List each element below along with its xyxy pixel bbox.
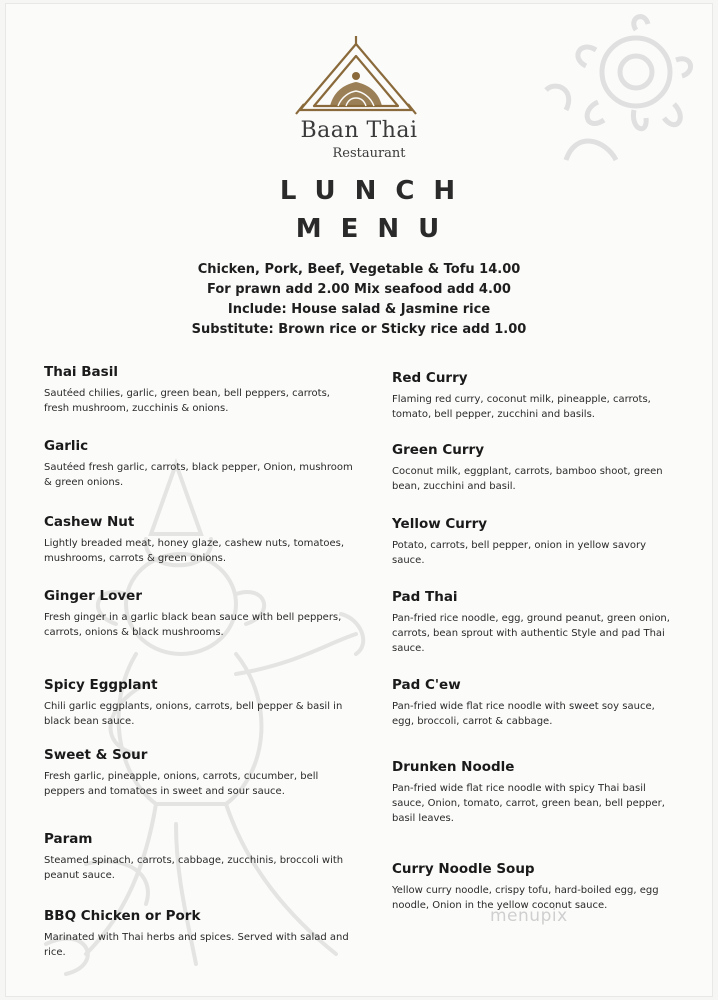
menu-item-name: BBQ Chicken or Pork	[44, 908, 201, 924]
pricing-line: Substitute: Brown rice or Sticky rice add 1.00	[191, 322, 527, 337]
menu-item-description: Yellow curry noodle, crispy tofu, hard-boiled egg, egg noodle, Onion in the yellow coconut sauce.	[392, 885, 659, 911]
menu-item-name: Ginger Lover	[44, 588, 142, 604]
menu-item	[392, 442, 672, 494]
menu-item	[44, 677, 354, 729]
menu-item	[44, 747, 354, 799]
menu-item-name: Red Curry	[392, 370, 468, 386]
menu-item	[392, 516, 672, 568]
menu-item-name: Garlic	[44, 438, 89, 454]
menu-title-line2: MENU	[295, 214, 459, 244]
pricing-line: For prawn add 2.00 Mix seafood add 4.00	[207, 282, 511, 297]
menu-item-description: Lightly breaded meat, honey glaze, cashew nuts, tomatoes, mushrooms, carrots & green onions.	[44, 538, 345, 564]
menu-item-name: Green Curry	[392, 442, 484, 458]
menu-item-description: Steamed spinach, carrots, cabbage, zucchinis, broccoli with peanut sauce.	[44, 855, 344, 881]
menu-item	[392, 589, 672, 656]
menu-item	[44, 438, 354, 490]
menu-item-name: Pad Thai	[392, 589, 458, 605]
menu-item-name: Drunken Noodle	[392, 759, 515, 775]
restaurant-subtitle: Restaurant	[332, 146, 406, 161]
menu-item-description: Fresh ginger in a garlic black bean sauce with bell peppers, carrots, onions & black mushrooms.	[44, 612, 342, 638]
menu-item-name: Sweet & Sour	[44, 747, 148, 763]
menu-item	[44, 908, 354, 960]
menu-item-name: Pad C'ew	[392, 677, 461, 693]
menu-item-name: Param	[44, 831, 93, 847]
menu-item-name: Cashew Nut	[44, 514, 135, 530]
menu-item-description: Sautéed fresh garlic, carrots, black pepper, Onion, mushroom & green onions.	[44, 462, 353, 488]
menu-item	[44, 514, 354, 566]
menu-item-description: Fresh garlic, pineapple, onions, carrots, cucumber, bell peppers and tomatoes in sweet and sour sauce.	[44, 771, 319, 797]
menu-item-description: Pan-fried rice noodle, egg, ground peanut, green onion, carrots, bean sprout with authentic Style and pad Thai sauce.	[392, 613, 670, 654]
menu-item-name: Spicy Eggplant	[44, 677, 158, 693]
menu-item-name: Thai Basil	[44, 364, 118, 380]
menu-item-description: Marinated with Thai herbs and spices. Served with salad and rice.	[44, 932, 349, 958]
restaurant-name: Baan Thai	[300, 118, 418, 143]
menu-item	[392, 370, 672, 422]
temple-roof-logo-icon	[294, 34, 418, 116]
menu-item	[44, 831, 354, 883]
menu-item-name: Yellow Curry	[392, 516, 488, 532]
menu-item-description: Sautéed chilies, garlic, green bean, bell peppers, carrots, fresh mushroom, zucchinis & onions.	[44, 388, 330, 414]
menu-item	[392, 759, 672, 826]
menu-page	[6, 4, 712, 996]
menu-item-name: Curry Noodle Soup	[392, 861, 535, 877]
watermark: menupix	[490, 906, 568, 926]
pricing-info	[6, 260, 712, 340]
menu-title-line1: LUNCH	[279, 176, 475, 206]
menu-item-description: Chili garlic eggplants, onions, carrots, bell pepper & basil in black bean sauce.	[44, 701, 343, 727]
menu-item-description: Coconut milk, eggplant, carrots, bamboo shoot, green bean, zucchini and basil.	[392, 466, 663, 492]
menu-item	[44, 364, 354, 416]
menu-item-description: Flaming red curry, coconut milk, pineapple, carrots, tomato, bell pepper, zucchini and basils.	[392, 394, 651, 420]
menu-item-description: Pan-fried wide flat rice noodle with spicy Thai basil sauce, Onion, tomato, carrot, green bean, bell pepper, basil leaves.	[392, 783, 665, 824]
menu-item-description: Potato, carrots, bell pepper, onion in yellow savory sauce.	[392, 540, 647, 566]
menu-item	[392, 677, 672, 729]
menu-item-description: Pan-fried wide flat rice noodle with sweet soy sauce, egg, broccoli, carrot & cabbage.	[392, 701, 655, 727]
pricing-line: Chicken, Pork, Beef, Vegetable & Tofu 14.00	[197, 262, 521, 277]
pricing-line: Include: House salad & Jasmine rice	[227, 302, 491, 317]
menu-item	[44, 588, 354, 640]
